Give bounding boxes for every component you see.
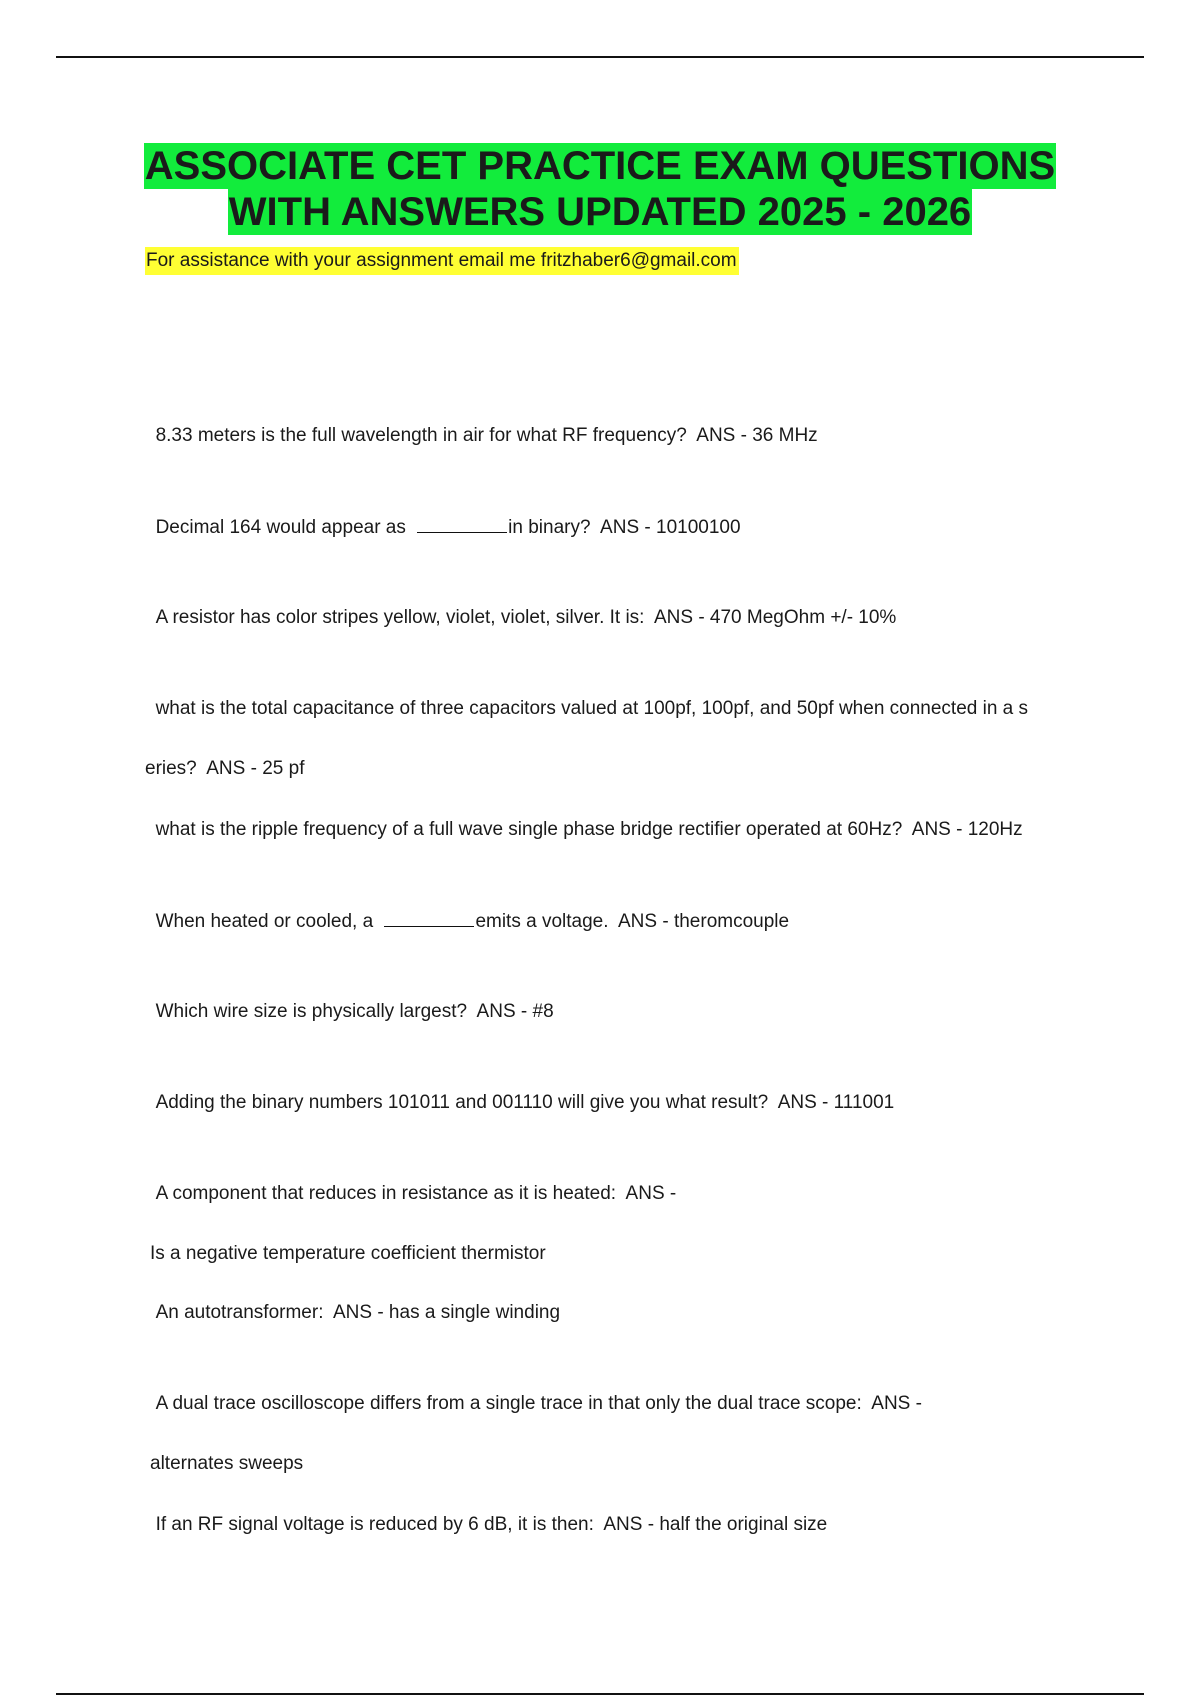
question-8 [145,1058,1085,1118]
bottom-rule [56,1693,1144,1695]
question-text: An autotransformer: ANS - has a single winding [155,1302,561,1323]
question-7 [145,967,1085,1027]
question-text: 8.33 meters is the full wavelength in air for what RF frequency? ANS - 36 MHz [155,425,818,446]
question-text: Adding the binary numbers 101011 and 001110 will give you what result? ANS - 111001 [155,1092,895,1113]
question-text: what is the total capacitance of three capacitors valued at 100pf, 100pf, and 50pf when connected in a s [155,698,1029,719]
question-10 [145,1268,1085,1328]
fill-in-blank [417,512,507,533]
question-text-after: emits a voltage. ANS - theromcouple [475,911,790,932]
question-1 [145,391,1085,451]
assistance-note: For assistance with your assignment email me fritzhaber6@gmail.com [145,247,739,275]
question-text: A component that reduces in resistance as it is heated: ANS - [155,1183,677,1204]
title-line-2: WITH ANSWERS UPDATED 2025 - 2026 [228,190,972,234]
question-text-continued: eries? ANS - 25 pf [145,758,305,779]
fill-in-blank [384,906,474,927]
document-title [0,143,1200,235]
question-text: Which wire size is physically largest? ANS - #8 [155,1001,554,1022]
question-6 [145,876,1085,937]
question-text: Decimal 164 would appear as [155,517,412,538]
question-text-after: in binary? ANS - 10100100 [508,517,741,538]
question-text-continued: Is a negative temperature coefficient thermistor [150,1243,546,1264]
question-3 [145,573,1085,633]
question-text: what is the ripple frequency of a full wave single phase bridge rectifier operated at 60Hz? ANS - 120Hz [155,819,1023,840]
question-5 [145,785,1085,845]
question-text: When heated or cooled, a [155,911,379,932]
question-text: A resistor has color stripes yellow, violet, violet, silver. It is: ANS - 470 MegOhm +/- 10% [155,607,897,628]
top-rule [56,56,1144,58]
title-line-1: ASSOCIATE CET PRACTICE EXAM QUESTIONS [144,144,1056,188]
question-12 [145,1480,1085,1540]
question-2 [145,482,1085,543]
question-text-continued: alternates sweeps [150,1453,304,1474]
question-text: A dual trace oscilloscope differs from a single trace in that only the dual trace scope: ANS - [155,1393,922,1414]
question-text: If an RF signal voltage is reduced by 6 dB, it is then: ANS - half the original size [155,1514,828,1535]
